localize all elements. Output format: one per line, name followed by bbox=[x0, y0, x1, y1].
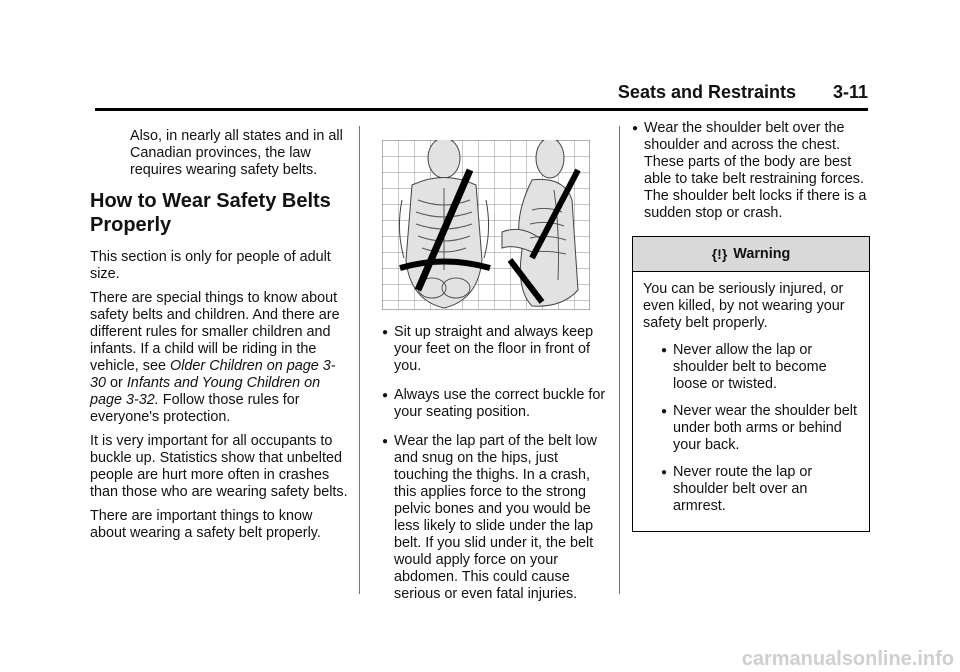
paragraph: There are important things to know about wearing a safety belt properly. bbox=[90, 508, 321, 541]
warning-header bbox=[633, 237, 869, 272]
text: Follow those rules for everyone's protection. bbox=[90, 392, 300, 425]
bullet-icon: ● bbox=[661, 467, 668, 478]
left-column bbox=[90, 128, 348, 549]
list-item-text: Never route the lap or shoulder belt over an armrest. bbox=[673, 464, 813, 514]
belt-instructions-list bbox=[382, 324, 610, 603]
bullet-icon: ● bbox=[632, 123, 639, 134]
warning-list bbox=[643, 342, 859, 515]
list-item-text: Sit up straight and always keep your feet on the floor in front of you. bbox=[394, 324, 594, 374]
text: or bbox=[106, 375, 127, 391]
text: There are special things to know about safety belts and children. And there are different rules for smaller children and infants. If a child will be riding in the vehicle, see bbox=[90, 290, 340, 374]
cross-reference-link[interactable]: Older Children on page 3-30 bbox=[90, 358, 336, 391]
bullet-icon: ● bbox=[382, 327, 389, 338]
list-item-text: Never wear the shoulder belt under both arms or behind your back. bbox=[673, 403, 857, 453]
list-item-text: Never allow the lap or shoulder belt to become loose or twisted. bbox=[673, 342, 827, 392]
warning-title: Warning bbox=[733, 245, 791, 262]
section-heading: How to Wear Safety Belts Properly bbox=[90, 190, 331, 236]
warning-icon: {!} bbox=[711, 245, 728, 262]
list-item bbox=[632, 120, 870, 222]
column-divider bbox=[619, 126, 620, 594]
bullet-icon: ● bbox=[382, 390, 389, 401]
intro-paragraph: Also, in nearly all states and in all Canadian provinces, the law requires wearing safety belts. bbox=[130, 128, 343, 178]
middle-column bbox=[382, 140, 610, 615]
list-item bbox=[382, 387, 610, 421]
page-number: 3-11 bbox=[832, 82, 868, 102]
right-column bbox=[632, 120, 870, 532]
section-title: Seats and Restraints bbox=[617, 82, 796, 102]
paragraph: It is very important for all occupants to buckle up. Statistics show that unbelted people are hurt more often in crashes than those who are wearing safety belts. bbox=[90, 433, 348, 500]
warning-box bbox=[632, 236, 870, 532]
bullet-icon: ● bbox=[661, 406, 668, 417]
list-item-text: Wear the lap part of the belt low and snug on the hips, just touching the thighs. In a crash, this applies force to the strong pelvic bones and you would be less likely to slide under the lap belt. If you slid under it, the belt would apply force on your abdomen. This could cause serious or even fatal injuries. bbox=[394, 433, 597, 602]
list-item bbox=[661, 342, 859, 393]
belt-instructions-list bbox=[632, 120, 870, 222]
warning-body bbox=[633, 272, 869, 531]
cross-reference-link[interactable]: Infants and Young Children on page 3-32. bbox=[90, 375, 321, 408]
list-item-text: Always use the correct buckle for your seating position. bbox=[394, 387, 606, 420]
bullet-icon: ● bbox=[661, 345, 668, 356]
bullet-icon: ● bbox=[382, 436, 389, 447]
list-item bbox=[382, 324, 610, 375]
column-divider bbox=[359, 126, 360, 594]
page-header bbox=[95, 80, 868, 111]
warning-lead: You can be seriously injured, or even killed, by not wearing your safety belt properly. bbox=[643, 281, 845, 331]
paragraph bbox=[90, 290, 348, 426]
list-item bbox=[661, 403, 859, 454]
watermark: carmanualsonline.info bbox=[741, 648, 954, 670]
list-item bbox=[661, 464, 859, 515]
paragraph: This section is only for people of adult size. bbox=[90, 249, 331, 282]
list-item-text: Wear the shoulder belt over the shoulder and across the chest. These parts of the body are best able to take belt restraining forces. The shoulder belt locks if there is a sudden stop or crash. bbox=[644, 120, 867, 221]
safety-belt-illustration bbox=[382, 140, 590, 310]
list-item bbox=[382, 433, 610, 603]
